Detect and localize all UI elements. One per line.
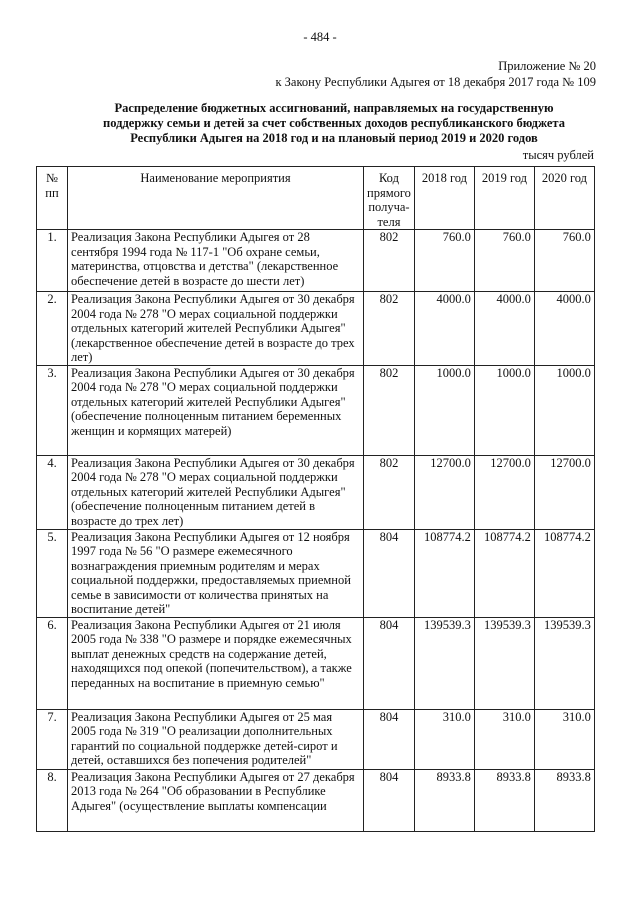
amount-2018: 108774.2 [414,529,474,617]
table-row [37,529,595,617]
measure-name: Реализация Закона Республики Адыгея от 30 декабря 2004 года № 278 "О мерах социальной поддержки отдельных категорий жителей Республики Адыгея" (обеспечение полноценным питанием беременных женщин и кормящих матерей) [68,365,364,455]
recipient-code: 802 [364,365,415,455]
amount-2020: 1000.0 [534,365,594,455]
recipient-code: 802 [364,292,415,366]
title-line-2: поддержку семьи и детей за счет собственных доходов республиканского бюджета [103,116,565,130]
amount-2019: 310.0 [474,709,534,769]
row-number: 8. [37,769,68,831]
row-number: 6. [37,617,68,709]
budget-table [36,166,595,832]
table-row [37,230,595,292]
table-row [37,455,595,529]
annex-law-reference: к Закону Республики Адыгея от 18 декабря 2017 года № 109 [275,75,596,89]
measure-name: Реализация Закона Республики Адыгея от 27 декабря 2013 года № 264 "Об образовании в Республике Адыгея" (осуществление выплаты компенсации [68,769,364,831]
amount-2018: 139539.3 [414,617,474,709]
header-name: Наименование мероприятия [68,167,364,230]
amount-2020: 310.0 [534,709,594,769]
header-2019: 2019 год [474,167,534,230]
page-number: - 484 - [303,30,337,44]
amount-2019: 139539.3 [474,617,534,709]
units-label: тысяч рублей [522,148,594,162]
table-row [37,292,595,366]
table-header-row [37,167,595,230]
measure-name: Реализация Закона Республики Адыгея от 30 декабря 2004 года № 278 "О мерах социальной поддержки отдельных категорий жителей Республики Адыгея" (лекарственное обеспечение детей в возрасте до трех лет) [68,292,364,366]
amount-2019: 8933.8 [474,769,534,831]
recipient-code: 804 [364,529,415,617]
measure-name: Реализация Закона Республики Адыгея от 21 июля 2005 года № 338 "О размере и порядке ежемесячных выплат денежных средств на содержание детей, находящихся под опекой (попечительством), а также переданных на воспитание в приемную семью" [68,617,364,709]
annex-reference [275,58,596,90]
recipient-code: 804 [364,709,415,769]
row-number: 7. [37,709,68,769]
amount-2018: 8933.8 [414,769,474,831]
row-number: 3. [37,365,68,455]
recipient-code: 804 [364,769,415,831]
amount-2020: 8933.8 [534,769,594,831]
amount-2019: 12700.0 [474,455,534,529]
amount-2020: 4000.0 [534,292,594,366]
amount-2018: 1000.0 [414,365,474,455]
header-2018: 2018 год [414,167,474,230]
amount-2020: 139539.3 [534,617,594,709]
amount-2018: 12700.0 [414,455,474,529]
amount-2020: 108774.2 [534,529,594,617]
header-code: Код прямого получа-теля [364,167,415,230]
amount-2020: 12700.0 [534,455,594,529]
measure-name: Реализация Закона Республики Адыгея от 25 мая 2005 года № 319 "О реализации дополнительных гарантий по социальной поддержке детей-сирот и детей, оставшихся без попечения родителей" [68,709,364,769]
row-number: 2. [37,292,68,366]
header-2020: 2020 год [534,167,594,230]
title-line-3: Республики Адыгея на 2018 год и на плановый период 2019 и 2020 годов [130,131,538,145]
amount-2018: 310.0 [414,709,474,769]
recipient-code: 804 [364,617,415,709]
measure-name: Реализация Закона Республики Адыгея от 28 сентября 1994 года № 117-1 "Об охране семьи, материнства, отцовства и детства" (лекарственное обеспечение детей в возрасте до шести лет) [68,230,364,292]
amount-2019: 1000.0 [474,365,534,455]
table-row [37,769,595,831]
amount-2019: 4000.0 [474,292,534,366]
measure-name: Реализация Закона Республики Адыгея от 30 декабря 2004 года № 278 "О мерах социальной поддержки отдельных категорий жителей Республики Адыгея" (обеспечение полноценным питанием детей в возрасте до трех лет) [68,455,364,529]
amount-2019: 108774.2 [474,529,534,617]
title-line-1: Распределение бюджетных ассигнований, направляемых на государственную [114,101,554,115]
row-number: 4. [37,455,68,529]
table-row [37,709,595,769]
recipient-code: 802 [364,230,415,292]
measure-name: Реализация Закона Республики Адыгея от 12 ноября 1997 года № 56 "О размере ежемесячного вознаграждения приемным родителям и мерах социальной поддержки, предоставляемых приемной семье в зависимости от количества принятых на воспитание детей" [68,529,364,617]
amount-2018: 760.0 [414,230,474,292]
amount-2020: 760.0 [534,230,594,292]
table-row [37,365,595,455]
document-title [60,101,608,146]
recipient-code: 802 [364,455,415,529]
amount-2018: 4000.0 [414,292,474,366]
annex-number: Приложение № 20 [498,59,596,73]
table-row [37,617,595,709]
amount-2019: 760.0 [474,230,534,292]
header-num: № пп [37,167,68,230]
row-number: 1. [37,230,68,292]
row-number: 5. [37,529,68,617]
